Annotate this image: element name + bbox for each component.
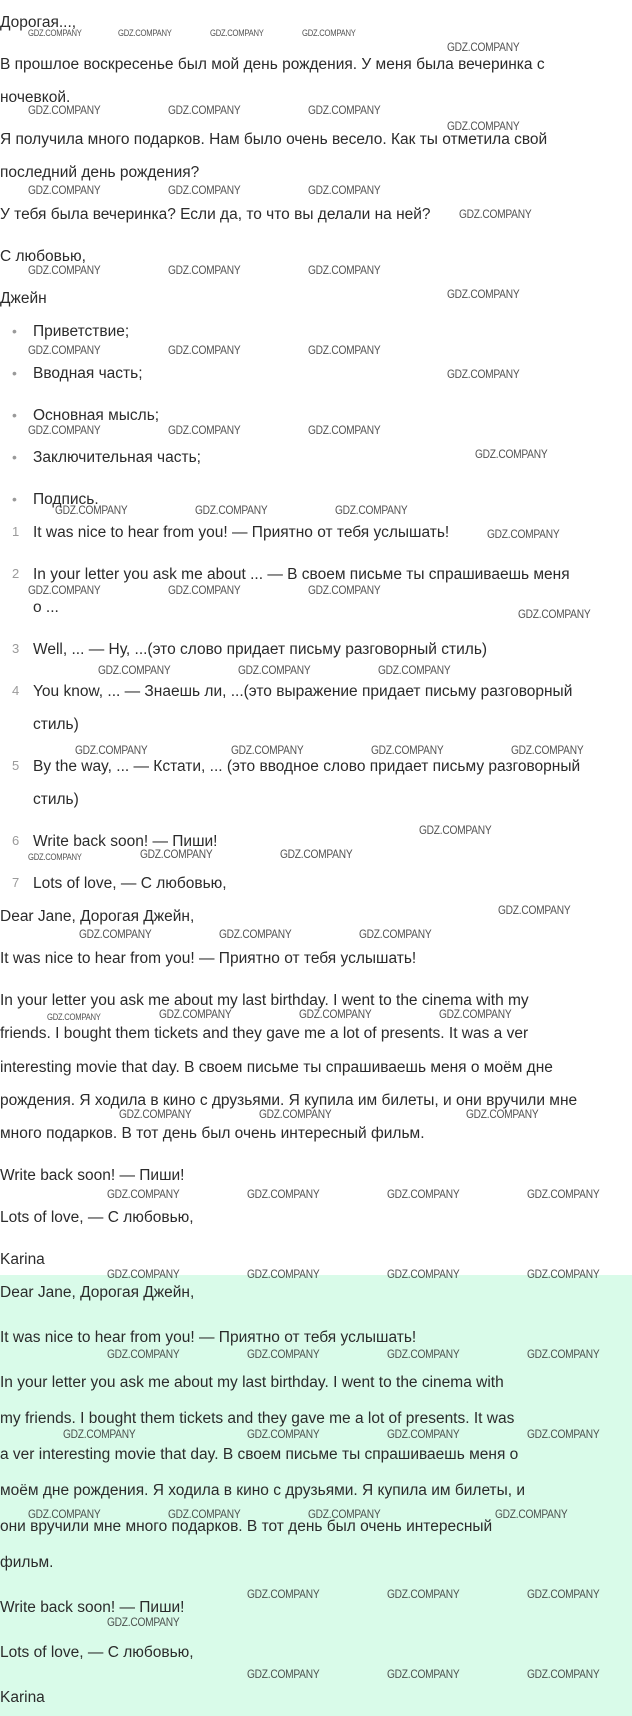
watermark: GDZ.COMPANY	[28, 103, 101, 117]
letter3-closing: Lots of love, — С любовью,	[0, 1644, 194, 1661]
letter2-body-line: In your letter you ask me about my last birthday. I went to the cinema with my	[0, 992, 529, 1009]
letter2-greeting: Dear Jane, Дорогая Джейн,	[0, 908, 195, 925]
watermark: GDZ.COMPANY	[219, 927, 292, 941]
watermark: GDZ.COMPANY	[308, 583, 381, 597]
watermark: GDZ.COMPANY	[419, 823, 492, 837]
watermark: GDZ.COMPANY	[335, 503, 408, 517]
watermark: GDZ.COMPANY	[247, 1587, 320, 1601]
watermark: GDZ.COMPANY	[168, 1507, 241, 1521]
watermark: GDZ.COMPANY	[247, 1187, 320, 1201]
letter3-body-line: my friends. I bought them tickets and they gave me a lot of presents. It was	[0, 1410, 515, 1427]
watermark: GDZ.COMPANY	[107, 1267, 180, 1281]
watermark: GDZ.COMPANY	[107, 1347, 180, 1361]
watermark: GDZ.COMPANY	[466, 1107, 539, 1121]
watermark: GDZ.COMPANY	[439, 1007, 512, 1021]
watermark: GDZ.COMPANY	[119, 1107, 192, 1121]
watermark: GDZ.COMPANY	[387, 1187, 460, 1201]
letter1-closing: С любовью,	[0, 248, 86, 265]
watermark: GDZ.COMPANY	[28, 343, 101, 357]
watermark: GDZ.COMPANY	[28, 583, 101, 597]
letter3-opening: It was nice to hear from you! — Приятно от тебя услышать!	[0, 1329, 417, 1346]
letter1-paragraph1-line2: ночевкой.	[0, 89, 71, 106]
watermark: GDZ.COMPANY	[511, 743, 584, 757]
letter3-write-back: Write back soon! — Пиши!	[0, 1599, 185, 1616]
watermark: GDZ.COMPANY	[308, 263, 381, 277]
watermark: GDZ.COMPANY	[371, 743, 444, 757]
watermark: GDZ.COMPANY	[308, 343, 381, 357]
watermark: GDZ.COMPANY	[247, 1347, 320, 1361]
watermark: GDZ.COMPANY	[28, 183, 101, 197]
letter2-opening: It was nice to hear from you! — Приятно от тебя услышать!	[0, 950, 417, 967]
watermark: GDZ.COMPANY	[140, 847, 213, 861]
letter2-write-back: Write back soon! — Пиши!	[0, 1167, 185, 1184]
watermark: GDZ.COMPANY	[168, 423, 241, 437]
letter1-signature: Джейн	[0, 290, 47, 307]
watermark: GDZ.COMPANY	[75, 743, 148, 757]
watermark: GDZ.COMPANY	[387, 1267, 460, 1281]
watermark: GDZ.COMPANY	[168, 583, 241, 597]
watermark: GDZ.COMPANY	[387, 1587, 460, 1601]
bullet-icon: •	[12, 449, 17, 465]
watermark: GDZ.COMPANY	[498, 903, 571, 917]
watermark: GDZ.COMPANY	[475, 447, 548, 461]
watermark: GDZ.COMPANY	[247, 1267, 320, 1281]
watermark: GDZ.COMPANY	[247, 1667, 320, 1681]
watermark: GDZ.COMPANY	[495, 1507, 568, 1521]
letter1-paragraph1-line1: В прошлое воскресенье был мой день рождения. У меня была вечеринка с	[0, 56, 545, 73]
watermark: GDZ.COMPANY	[387, 1347, 460, 1361]
bullet-icon: •	[12, 491, 17, 507]
watermark: GDZ.COMPANY	[168, 103, 241, 117]
watermark: GDZ.COMPANY	[107, 1187, 180, 1201]
watermark: GDZ.COMPANY	[302, 28, 356, 38]
watermark: GDZ.COMPANY	[168, 343, 241, 357]
letter2-body-line: interesting movie that day. В своем письме ты спрашиваешь меня о моём дне	[0, 1059, 553, 1076]
watermark: GDZ.COMPANY	[447, 119, 520, 133]
watermark: GDZ.COMPANY	[28, 852, 82, 862]
watermark: GDZ.COMPANY	[259, 1107, 332, 1121]
watermark: GDZ.COMPANY	[231, 743, 304, 757]
watermark: GDZ.COMPANY	[98, 663, 171, 677]
letter3-body-line: моём дне рождения. Я ходила в кино с друзьями. Я купила им билеты, и	[0, 1482, 526, 1499]
watermark: GDZ.COMPANY	[359, 927, 432, 941]
watermark: GDZ.COMPANY	[79, 927, 152, 941]
watermark: GDZ.COMPANY	[308, 1507, 381, 1521]
watermark: GDZ.COMPANY	[308, 423, 381, 437]
letter1-greeting: Дорогая...,	[0, 14, 77, 31]
watermark: GDZ.COMPANY	[459, 207, 532, 221]
watermark: GDZ.COMPANY	[280, 847, 353, 861]
letter3-body-line: In your letter you ask me about my last birthday. I went to the cinema with	[0, 1374, 504, 1391]
letter1-paragraph3: У тебя была вечеринка? Если да, то что вы делали на ней?	[0, 206, 431, 223]
watermark: GDZ.COMPANY	[168, 263, 241, 277]
watermark: GDZ.COMPANY	[247, 1427, 320, 1441]
watermark: GDZ.COMPANY	[55, 503, 128, 517]
watermark: GDZ.COMPANY	[527, 1267, 600, 1281]
letter3-signature: Karina	[0, 1689, 45, 1706]
watermark: GDZ.COMPANY	[47, 1012, 101, 1022]
letter2-body-line: friends. I bought them tickets and they gave me a lot of presents. It was a ver	[0, 1025, 529, 1042]
letter3-body-line: a ver interesting movie that day. В своем письме ты спрашиваешь меня о	[0, 1446, 519, 1463]
watermark: GDZ.COMPANY	[387, 1427, 460, 1441]
watermark: GDZ.COMPANY	[518, 607, 591, 621]
watermark: GDZ.COMPANY	[308, 183, 381, 197]
bullet-icon: •	[12, 365, 17, 381]
watermark: GDZ.COMPANY	[28, 1507, 101, 1521]
letter2-body-line: рождения. Я ходила в кино с друзьями. Я купила им билеты, и они вручили мне	[0, 1092, 578, 1109]
watermark: GDZ.COMPANY	[210, 28, 264, 38]
watermark: GDZ.COMPANY	[527, 1187, 600, 1201]
watermark: GDZ.COMPANY	[28, 263, 101, 277]
watermark: GDZ.COMPANY	[447, 40, 520, 54]
watermark: GDZ.COMPANY	[527, 1587, 600, 1601]
letter3-greeting: Dear Jane, Дорогая Джейн,	[0, 1284, 195, 1301]
watermark: GDZ.COMPANY	[195, 503, 268, 517]
watermark: GDZ.COMPANY	[107, 1615, 180, 1629]
watermark: GDZ.COMPANY	[168, 183, 241, 197]
watermark: GDZ.COMPANY	[527, 1427, 600, 1441]
letter2-body-line: много подарков. В тот день был очень интересный фильм.	[0, 1125, 425, 1142]
watermark: GDZ.COMPANY	[238, 663, 311, 677]
watermark: GDZ.COMPANY	[527, 1347, 600, 1361]
watermark: GDZ.COMPANY	[527, 1667, 600, 1681]
watermark: GDZ.COMPANY	[63, 1427, 136, 1441]
watermark: GDZ.COMPANY	[299, 1007, 372, 1021]
watermark: GDZ.COMPANY	[159, 1007, 232, 1021]
watermark: GDZ.COMPANY	[447, 287, 520, 301]
letter2-signature: Karina	[0, 1251, 45, 1268]
letter1-paragraph2-line1: Я получила много подарков. Нам было очень весело. Как ты отметила свой	[0, 131, 548, 148]
watermark: GDZ.COMPANY	[308, 103, 381, 117]
watermark: GDZ.COMPANY	[118, 28, 172, 38]
watermark: GDZ.COMPANY	[378, 663, 451, 677]
bullet-icon: •	[12, 407, 17, 423]
watermark: GDZ.COMPANY	[487, 527, 560, 541]
letter1-paragraph2-line2: последний день рождения?	[0, 164, 200, 181]
watermark: GDZ.COMPANY	[28, 423, 101, 437]
watermark: GDZ.COMPANY	[447, 367, 520, 381]
watermark: GDZ.COMPANY	[387, 1667, 460, 1681]
letter3-body-line: они вручили мне много подарков. В тот день был очень интересный	[0, 1518, 493, 1535]
letter3-body-line: фильм.	[0, 1554, 54, 1571]
letter2-closing: Lots of love, — С любовью,	[0, 1209, 194, 1226]
bullet-icon: •	[12, 323, 17, 339]
watermark: GDZ.COMPANY	[28, 28, 82, 38]
